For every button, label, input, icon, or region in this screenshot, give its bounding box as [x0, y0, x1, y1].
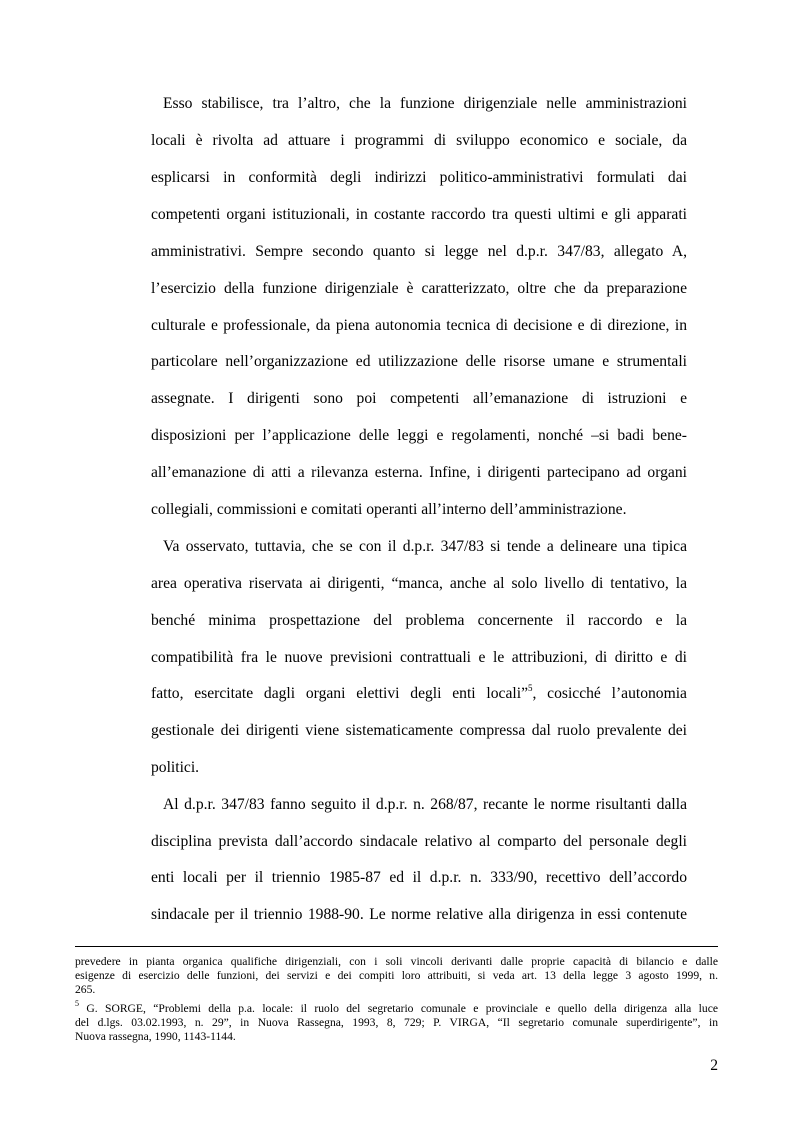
- text-line: l’esercizio della funzione dirigenziale è caratterizzato, oltre che da preparazione: [151, 280, 687, 297]
- footnote-number: 5: [75, 999, 79, 1009]
- text-line: all’emanazione di atti a rilevanza esterna. Infine, i dirigenti partecipano ad organi: [151, 464, 687, 481]
- page-number: 2: [710, 1057, 718, 1074]
- text-line: locali è rivolta ad attuare i programmi di sviluppo economico e sociale, da: [151, 132, 687, 149]
- text-line: collegiali, commissioni e comitati operanti all’interno dell’amministrazione.: [151, 501, 627, 518]
- text-line: compatibilità fra le nuove previsioni contrattuali e le attribuzioni, di diritto e di: [151, 649, 687, 666]
- text-line: particolare nell’organizzazione ed utilizzazione delle risorse umane e strumentali: [151, 353, 687, 370]
- footnote-line: esigenze di esercizio delle funzioni, dei servizi e dei compiti loro attribuiti, si veda art. 13 della legge 3 agosto 1999, n.: [75, 969, 718, 982]
- text-line: disciplina prevista dall’accordo sindacale relativo al comparto del personale degli: [151, 833, 687, 850]
- text-line: sindacale per il triennio 1988-90. Le norme relative alla dirigenza in essi contenute: [151, 906, 687, 923]
- footnote-line: del d.lgs. 03.02.1993, n. 29”, in Nuova Rassegna, 1993, 8, 729; P. VIRGA, “Il segretario comunale superdirigente”, in: [75, 1016, 718, 1029]
- text-line: amministrativi. Sempre secondo quanto si legge nel d.p.r. 347/83, allegato A,: [151, 243, 687, 260]
- footnote-line: Nuova rassegna, 1990, 1143-1144.: [75, 1030, 236, 1043]
- text-line: politici.: [151, 759, 200, 776]
- text-line-with-footnote-ref: [151, 684, 687, 704]
- footnote-reference[interactable]: 5: [527, 682, 533, 693]
- text-line: Al d.p.r. 347/83 fanno seguito il d.p.r. n. 268/87, recante le norme risultanti dalla: [163, 796, 687, 813]
- text-line: assegnate. I dirigenti sono poi competenti all’emanazione di istruzioni e: [151, 390, 687, 407]
- footnote-line: 265.: [75, 983, 96, 996]
- text-line: esplicarsi in conformità degli indirizzi politico-amministrativi formulati dai: [151, 169, 687, 186]
- text-line: area operativa riservata ai dirigenti, “manca, anche al solo livello di tentativo, la: [151, 575, 687, 592]
- footnote-text: G. SORGE, “Problemi della p.a. locale: il ruolo del segretario comunale e provinciale e quello della dirigenza alla luce: [79, 1002, 718, 1015]
- text-line: Esso stabilisce, tra l’altro, che la funzione dirigenziale nelle amministrazioni: [163, 95, 687, 112]
- text-line: competenti organi istituzionali, in costante raccordo tra questi ultimi e gli apparati: [151, 206, 687, 223]
- footnote-5-line: [75, 999, 718, 1016]
- text-line: disposizioni per l’applicazione delle leggi e regolamenti, nonché –si badi bene-: [151, 427, 687, 444]
- footnote-separator: [75, 946, 718, 947]
- text-line: benché minima prospettazione del problema concernente il raccordo e la: [151, 612, 687, 629]
- footnote-line: prevedere in pianta organica qualifiche dirigenziali, con i soli vincoli derivanti dalle proprie capacità di bilancio e dalle: [75, 955, 718, 968]
- text-fragment: fatto, esercitate dagli organi elettivi degli enti locali”: [151, 685, 528, 702]
- text-fragment: , cosicché l’autonomia: [532, 685, 687, 702]
- text-line: enti locali per il triennio 1985-87 ed il d.p.r. n. 333/90, recettivo dell’accordo: [151, 869, 687, 886]
- text-line: culturale e professionale, da piena autonomia tecnica di decisione e di direzione, in: [151, 317, 687, 334]
- text-line: gestionale dei dirigenti viene sistematicamente compressa dal ruolo prevalente dei: [151, 722, 687, 739]
- text-line: Va osservato, tuttavia, che se con il d.p.r. 347/83 si tende a delineare una tipica: [163, 538, 687, 555]
